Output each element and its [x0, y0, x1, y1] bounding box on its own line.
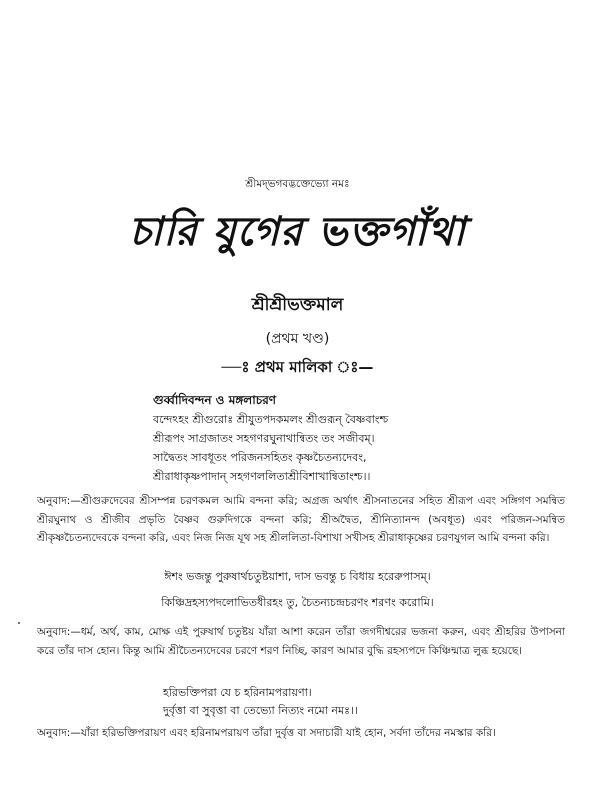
verse-line: শ্রীরাধাকৃষ্ণপাদান্ সহগণললিতাশ্রীবিশাখান্বিতাংশ্চ।।	[153, 470, 371, 483]
translation-label: অনুবাদ:—	[37, 495, 81, 507]
invocation-heading: গুর্ব্বাদিবন্দন ও মঙ্গলাচরণ	[153, 393, 277, 407]
sanskrit-verse-1	[153, 410, 388, 486]
translation-paragraph-3	[37, 724, 565, 743]
translation-text: শ্রীগুরুদেবের শ্রীসম্পন্ন চরণকমল আমি বন্দনা করি; অগ্রজ অর্থাৎ শ্রীসনাতনের সহিত শ্রীরূপ এবং সঙ্গিগণ সমন্বিত শ্রীরঘুনাথ ও শ্রীজীব প্রভৃতি বৈষ্ণব গুরুদিগকে বন্দনা করি; শ্রীঅদ্বৈত, শ্রীনিত্যানন্দ (অবধূত) এবং পরিজন-সমন্বিত শ্রীকৃষ্ণচৈতন্যদেবকে বন্দনা করি, এবং নিজ নিজ যূথ সহ শ্রীললিতা-বিশাখা সখীসহ শ্রীরাধাকৃষ্ণের চরণযুগল আমি বন্দনা করি।	[37, 495, 565, 544]
volume-label: (প্রথম খণ্ড)	[265, 331, 330, 347]
translation-label: অনুবাদ:—	[37, 727, 81, 739]
verse-line: হরিভক্তিপরা যে চ হরিনামপরায়ণা।	[163, 686, 312, 699]
margin-mark	[18, 622, 20, 624]
verse-line: শ্রীরূপং সাগ্রজাতং সহগণরঘুনাথান্বিতং তং সজীবম্।	[153, 432, 375, 445]
verse-line: বন্দেঽহং শ্রীগুরোঃ শ্রীযুতপদকমলং শ্রীগুরূন্ বৈষ্ণবাংশ্চ	[153, 413, 389, 426]
verse-line: সাদ্বৈতং সাবধূতং পরিজনসহিতং কৃষ্ণচৈতন্যদেবং,	[153, 451, 367, 464]
verse-line: ঈশং ভজন্তু পুরুষার্থচতুষ্টয়াশা, দাস ভবন্তু চ বিধায় হরেরুপাসম্‌।	[164, 570, 431, 583]
translation-paragraph-2	[37, 623, 565, 660]
translation-label: অনুবাদ:—	[37, 626, 81, 638]
verse-line: কিঞ্চিদ্রহস্যপদলোভিতধীরহং তু, চৈতন্যচন্দ্রচরণং শরণং করোমি।	[161, 596, 434, 609]
sanskrit-verse-3	[163, 684, 358, 720]
translation-text: ধর্ম, অর্থ, কাম, মোক্ষ এই পুরুষার্থ চতুষ্টয় যাঁরা আশা করেন তাঁরা জগদীশ্বরের ভজনা করুন, এবং শ্রীহরির উপাসনা করে তাঁর দাস হোন। কিন্তু আমি শ্রীচৈতন্যদেবের চরণে শরণ নিচ্ছি, কারণ আমার বুদ্ধি রহস্যপদে কিঞ্চিন্মাত্র লুব্ধ হয়েছে।	[37, 626, 565, 657]
translation-paragraph-1	[37, 492, 565, 548]
page-title: চারি যুগের ভক্তগাঁথা	[129, 209, 466, 255]
section-heading: —ঃ প্রথম মালিকা ঃ—	[221, 358, 374, 376]
verse-line: দুর্বৃত্তা বা সুবৃত্তা বা তেভ্যো নিত্যং নমো নমঃ।।	[163, 704, 358, 717]
book-subtitle: শ্রীশ্রীভক্তমাল	[251, 295, 344, 315]
invocation-line: শ্রীমদ্‌ভগবদ্ভক্তেভ্যো নমঃ	[245, 178, 350, 190]
translation-text: যাঁরা হরিভক্তিপরায়ণ এবং হরিনামপরায়ণ তাঁরা দুর্বৃত্ত বা সদাচারী যাই হোন, সর্বদা তাঁদের নমস্কার করি।	[80, 727, 496, 739]
